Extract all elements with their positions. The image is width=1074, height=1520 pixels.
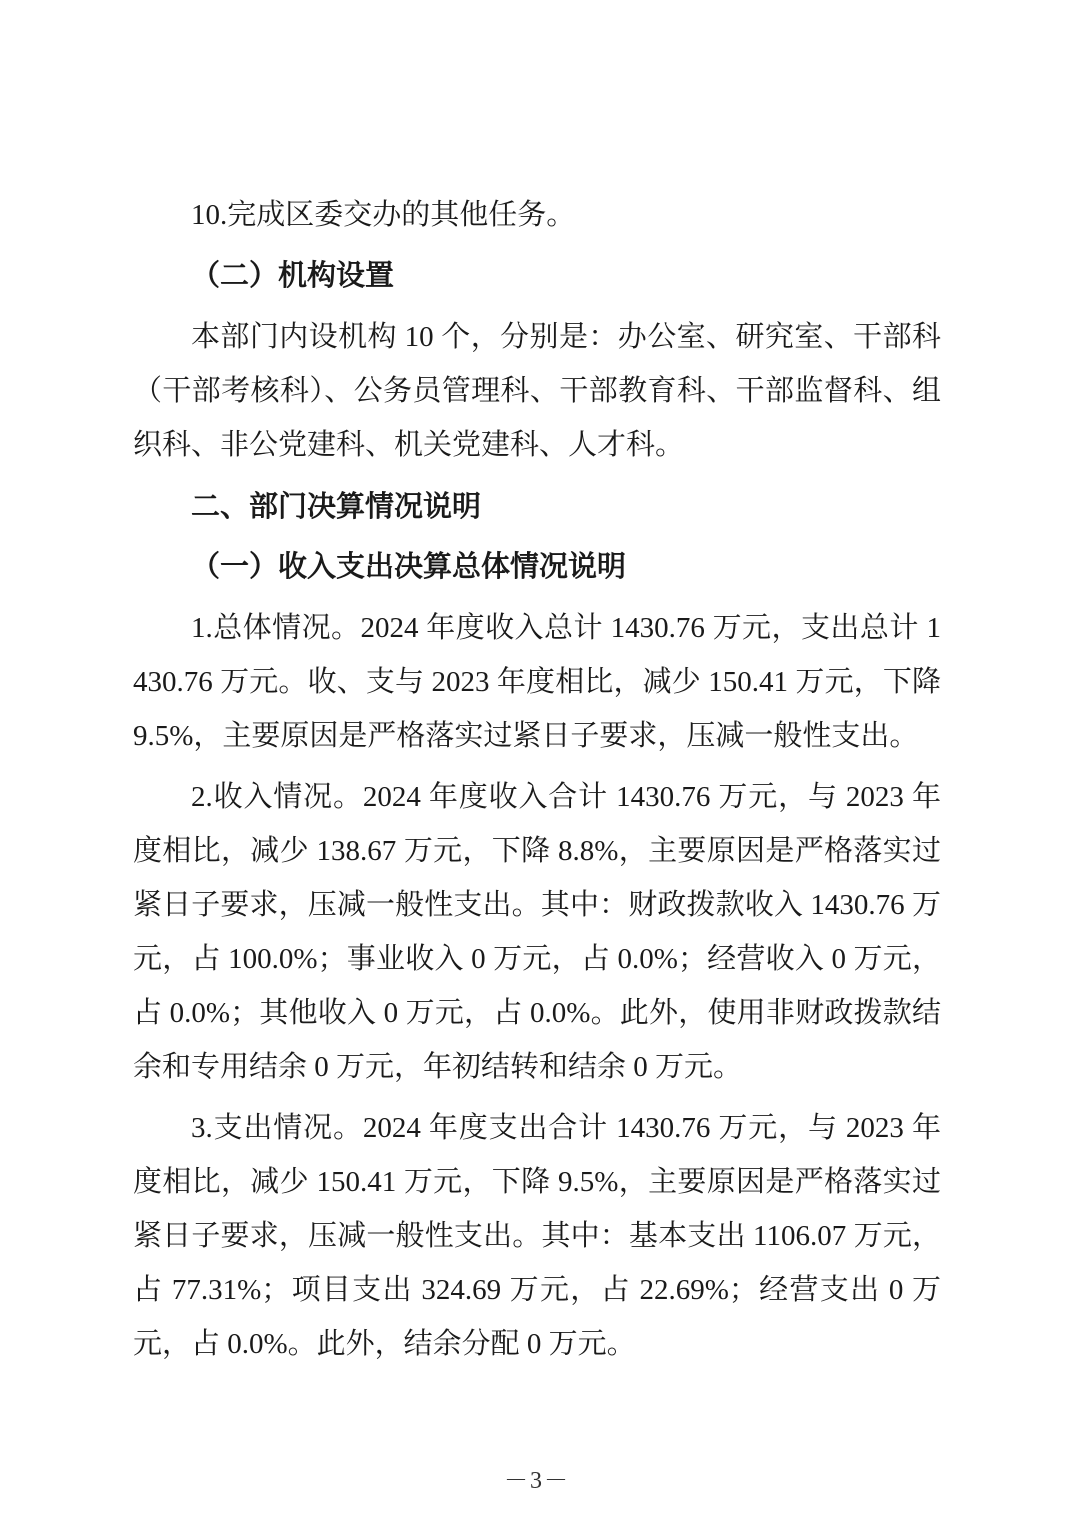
body-paragraph-income-situation: 2.收入情况。2024 年度收入合计 1430.76 万元，与 2023 年度相比，减少 138.67 万元，下降 8.8%，主要原因是严格落实过紧日子要求，压减一般性支出。其中：财政拨款收入 1430.76 万元，占 100.0%；事业收入 0 万元，占 0.0%；经营收入 0 万元，占 0.0%；其他收入 0 万元，占 0.0%。此外，使用非财政拨款结余和专用结余 0 万元，年初结转和结余 0 万元。 <box>133 781 941 1083</box>
body-paragraph-overall-situation: 1.总体情况。2024 年度收入总计 1430.76 万元，支出总计 1430.76 万元。收、支与 2023 年度相比，减少 150.41 万元，下降 9.5%，主要原因是严格落实过紧日子要求，压减一般性支出。 <box>133 612 941 752</box>
heading-final-accounts-explanation: 二、部门决算情况说明 <box>191 489 482 523</box>
body-paragraph-internal-departments: 本部门内设机构 10 个，分别是：办公室、研究室、干部科（干部考核科）、公务员管理科、干部教育科、干部监督科、组织科、非公党建科、机关党建科、人才科。 <box>133 321 941 461</box>
heading-income-expenditure-overview: （一）收入支出决算总体情况说明 <box>191 551 627 583</box>
body-paragraph-other-tasks: 10.完成区委交办的其他任务。 <box>191 199 576 231</box>
document-body <box>133 188 941 1378</box>
heading-organization-setup: （二）机构设置 <box>191 260 395 292</box>
body-paragraph-expenditure-situation: 3.支出情况。2024 年度支出合计 1430.76 万元，与 2023 年度相比，减少 150.41 万元，下降 9.5%，主要原因是严格落实过紧日子要求，压减一般性支出。其中：基本支出 1106.07 万元，占 77.31%；项目支出 324.69 万元，占 22.69%；经营支出 0 万元，占 0.0%。此外，结余分配 0 万元。 <box>133 1112 941 1360</box>
page-number: －3－ <box>504 1468 570 1494</box>
